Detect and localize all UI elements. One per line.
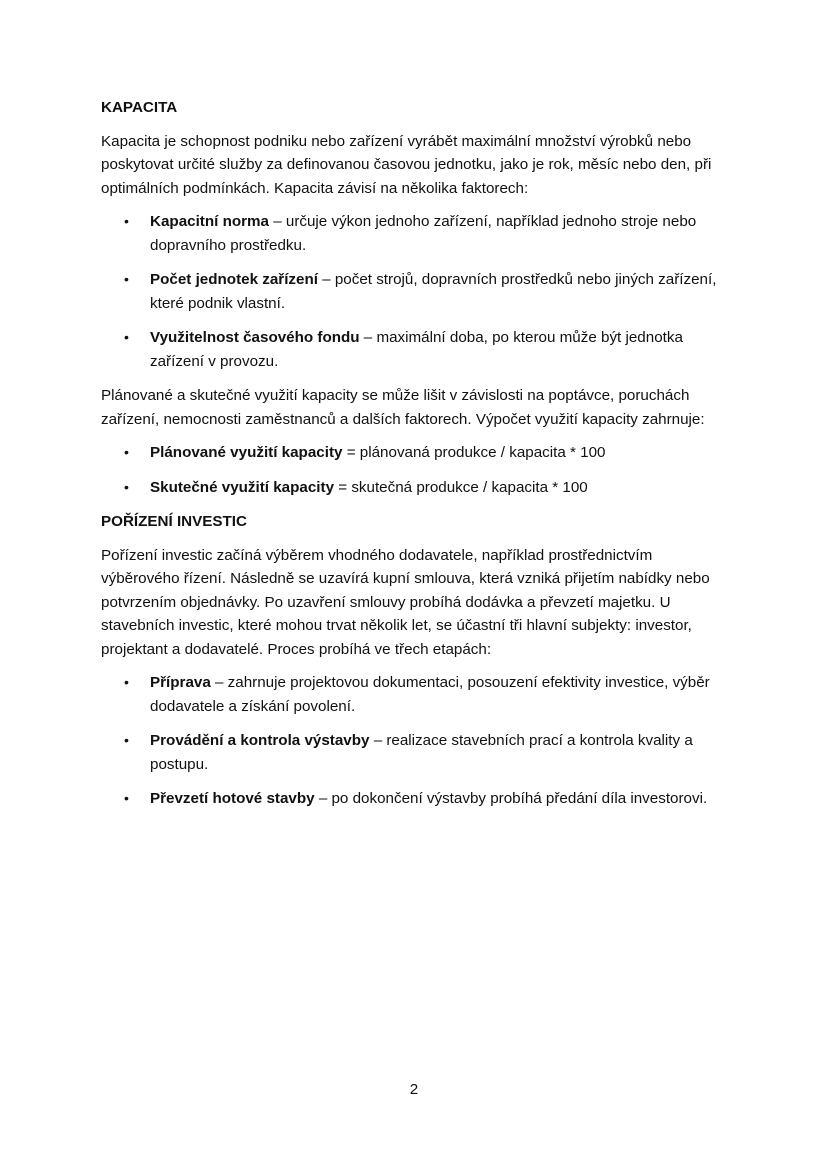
list-item-term: Provádění a kontrola výstavby <box>150 732 370 749</box>
list-item-term: Převzetí hotové stavby <box>150 790 315 807</box>
bullet-icon: • <box>124 732 129 748</box>
list-item <box>101 787 731 811</box>
list-item-term: Příprava <box>150 674 211 691</box>
page-number: 2 <box>409 1081 419 1098</box>
list-item-text: – maximální doba, po kterou může být jednotka zařízení v provozu. <box>150 329 683 370</box>
document-page <box>101 96 731 822</box>
list-item <box>101 671 731 718</box>
list-item <box>101 210 731 257</box>
bullet-icon: • <box>124 478 129 495</box>
list-item-term: Plánované využití kapacity <box>150 444 343 461</box>
list-item <box>101 476 731 500</box>
section-heading-porizeni-investic: POŘÍZENÍ INVESTIC <box>101 513 247 530</box>
list-item-text: – realizace stavebních prací a kontrola kvality a postupu. <box>150 732 693 773</box>
list-item-term: Počet jednotek zařízení <box>150 271 318 288</box>
list-item-term: Využitelnost časového fondu <box>150 329 360 346</box>
paragraph-kapacita-intro: Kapacita je schopnost podniku nebo zařízení vyrábět maximální množství výrobků nebo poskytovat určité služby za definovanou časovou jednotku, jako je rok, měsíc nebo den, při optimálních podmínkách. Kapacita závisí na několika faktorech: <box>101 132 712 197</box>
list-item-text: – po dokončení výstavby probíhá předání díla investorovi. <box>314 790 708 807</box>
bullet-icon: • <box>124 674 129 690</box>
bullet-icon: • <box>124 213 129 229</box>
bullet-icon: • <box>124 444 129 460</box>
list-item-text: = plánovaná produkce / kapacita * 100 <box>342 444 606 461</box>
bullet-icon: • <box>124 329 129 345</box>
list-kapacita-formulas <box>101 441 731 499</box>
list-investice-stages <box>101 671 731 811</box>
list-item-term: Skutečné využití kapacity <box>150 478 335 496</box>
bullet-icon: • <box>124 790 129 806</box>
list-kapacita-factors <box>101 210 731 373</box>
paragraph-investice-intro: Pořízení investic začíná výběrem vhodného dodavatele, například prostřednictvím výběrového řízení. Následně se uzavírá kupní smlouva, která vzniká přijetím nabídky nebo potvrzením objednávky. Po uzavření smlouvy probíhá dodávka a převzetí majetku. U stavebních investic, které mohou trvat několik let, se účastní tři hlavní subjekty: investor, projektant a dodavatelé. Proces probíhá ve třech etapách: <box>101 546 710 658</box>
paragraph-kapacita-usage: Plánované a skutečné využití kapacity se může lišit v závislosti na poptávce, poruchách zařízení, nemocnosti zaměstnanců a dalších faktorech. Výpočet využití kapacity zahrnuje: <box>101 387 705 428</box>
bullet-icon: • <box>124 271 129 287</box>
list-item <box>101 729 731 776</box>
list-item-text: – zahrnuje projektovou dokumentaci, posouzení efektivity investice, výběr dodavatele a získání povolení. <box>150 674 710 715</box>
list-item-text: – počet strojů, dopravních prostředků nebo jiných zařízení, které podnik vlastní. <box>150 271 717 312</box>
list-item-text: = skutečná produkce / kapacita * 100 <box>334 478 588 496</box>
list-item <box>101 268 731 315</box>
list-item-text: – určuje výkon jednoho zařízení, například jednoho stroje nebo dopravního prostředku. <box>150 213 697 254</box>
list-item-term: Kapacitní norma <box>150 213 269 230</box>
list-item <box>101 441 731 465</box>
list-item <box>101 326 731 373</box>
section-heading-kapacita: KAPACITA <box>101 99 178 116</box>
